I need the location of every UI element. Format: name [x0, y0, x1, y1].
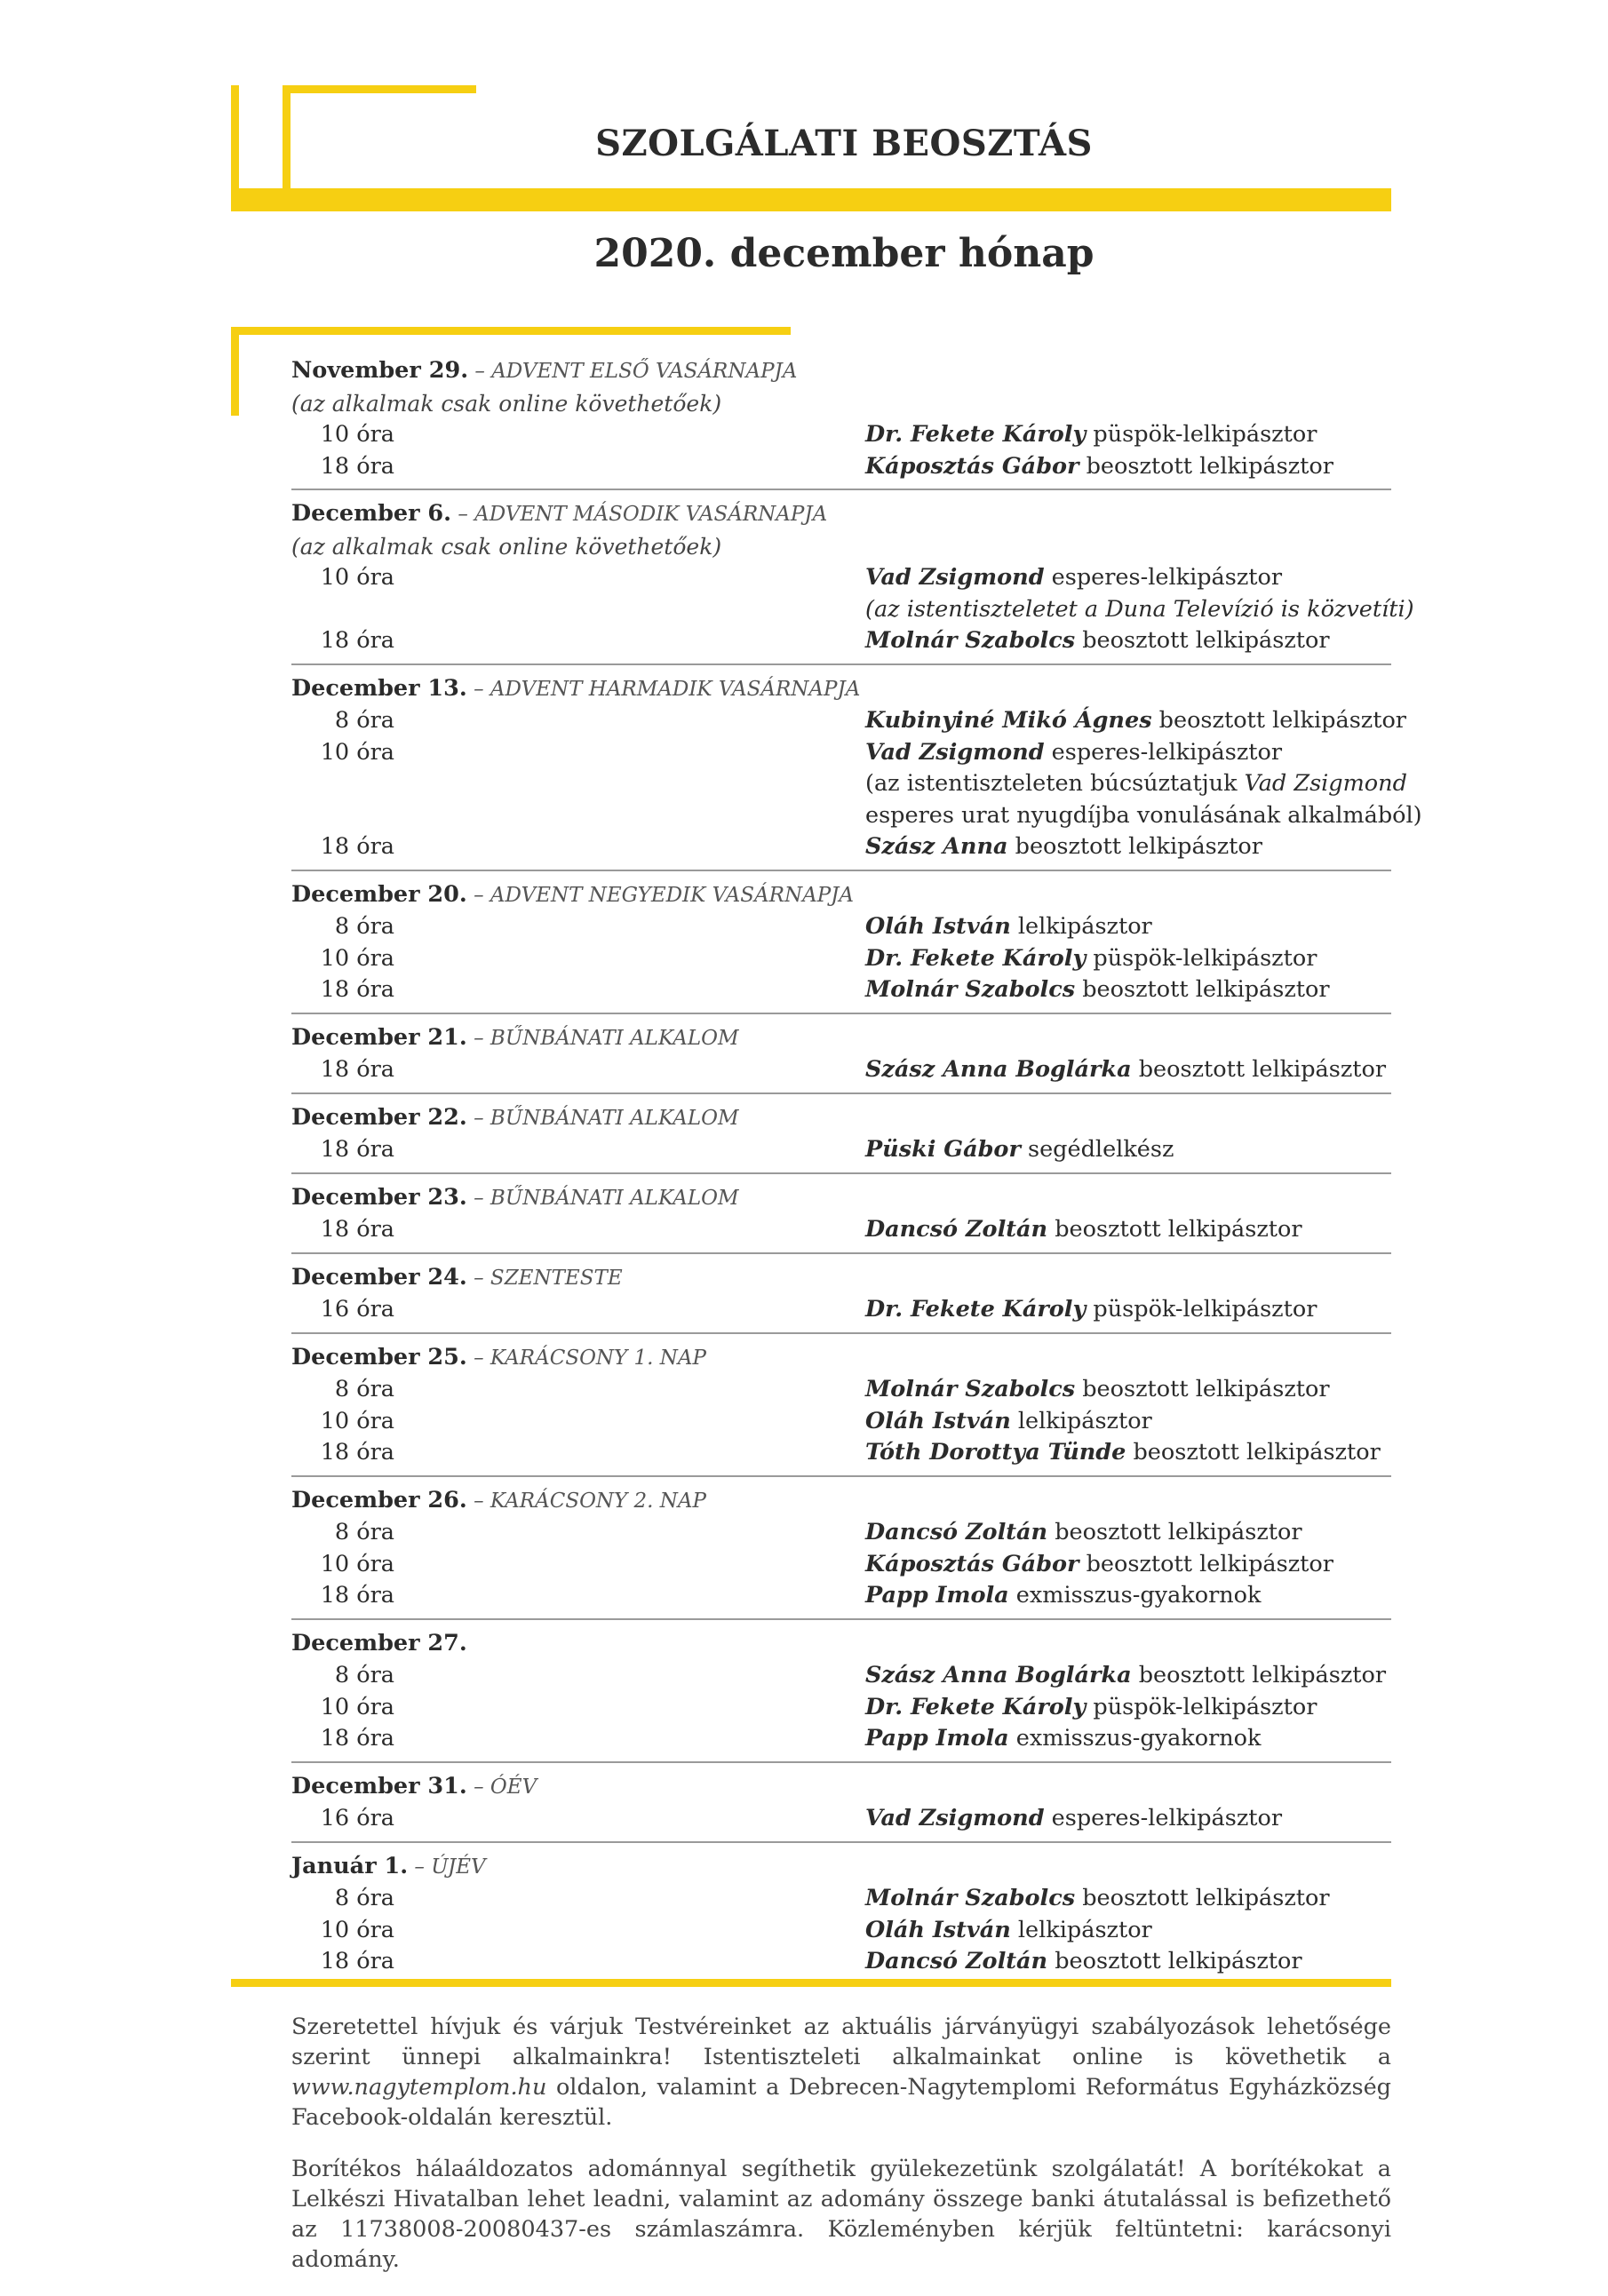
officiant-name: Dr. Fekete Károly	[865, 421, 1087, 448]
officiant	[865, 974, 1330, 1006]
service-time: 8 óra	[334, 1885, 394, 1911]
officiant-role: beosztott lelkipásztor	[1151, 707, 1407, 734]
schedule-slot	[291, 943, 1391, 975]
service-date: December 25.	[291, 1343, 467, 1370]
schedule-date-line	[291, 355, 1391, 388]
officiant	[865, 1883, 1330, 1915]
schedule-block	[291, 1022, 1391, 1094]
officiant	[865, 1580, 1262, 1612]
page-title: SZOLGÁLATI BEOSZTÁS	[595, 123, 1093, 164]
officiant	[865, 1294, 1317, 1326]
officiant	[865, 705, 1406, 737]
officiant-role: beosztott lelkipásztor	[1047, 1948, 1302, 1974]
schedule-date-line	[291, 1262, 1391, 1295]
service-time: 8 óra	[334, 1376, 394, 1402]
service-time: 18 óra	[320, 1136, 394, 1163]
accent-bar-header-underline	[231, 188, 1391, 211]
officiant	[865, 911, 1152, 943]
service-time: 10 óra	[320, 944, 394, 972]
officiant-name: Molnár Szabolcs	[865, 1885, 1076, 1911]
officiant-name: Tóth Dorottya Tünde	[865, 1439, 1126, 1466]
officiant	[865, 419, 1317, 451]
service-time: 10 óra	[320, 1550, 394, 1577]
schedule-date-line	[291, 1485, 1391, 1518]
officiant	[865, 1374, 1330, 1406]
officiant-role: beosztott lelkipásztor	[1131, 1056, 1387, 1083]
schedule-block	[291, 1771, 1391, 1843]
farewell-name: Vad Zsigmond	[1244, 770, 1407, 797]
officiant	[865, 1692, 1317, 1724]
service-time: 16 óra	[320, 1805, 394, 1831]
officiant-name: Dancsó Zoltán	[865, 1216, 1048, 1243]
officiant-role: beosztott lelkipásztor	[1075, 976, 1330, 1003]
officiant	[865, 1406, 1152, 1438]
officiant-name: Vad Zsigmond	[865, 564, 1045, 591]
service-date: December 27.	[291, 1629, 467, 1656]
service-date: December 26.	[291, 1486, 467, 1513]
officiant	[865, 1437, 1381, 1469]
service-time: 10 óra	[320, 738, 394, 766]
schedule-date-line	[291, 1182, 1391, 1215]
accent-bar-top-horizontal-short	[283, 85, 476, 93]
officiant	[865, 1517, 1302, 1549]
officiant-name: Oláh István	[865, 913, 1011, 940]
schedule-block	[291, 1851, 1391, 1984]
schedule-slot	[291, 705, 1407, 737]
schedule-slot	[291, 1803, 1391, 1835]
service-time: 18 óra	[320, 1439, 394, 1466]
officiant-name: Szász Anna Boglárka	[865, 1056, 1132, 1083]
schedule-block	[291, 1262, 1391, 1334]
service-time: 10 óra	[320, 421, 394, 448]
officiant-role: beosztott lelkipásztor	[1047, 1519, 1302, 1545]
schedule-block	[291, 498, 1414, 665]
service-occasion: – KARÁCSONY 2. NAP	[466, 1489, 707, 1513]
schedule-slot	[291, 1134, 1391, 1166]
service-occasion: – ADVENT HARMADIK VASÁRNAPJA	[466, 677, 861, 701]
footer-paragraph-online: Szeretettel hívjuk és várjuk Testvéreinket az aktuális járványügyi szabályozások lehetősége szerint ünnepi alkalmainkra! Istentiszteleti alkalmainkat online is követhetik a www.nagytemplom.hu oldalon, valamint a Debrecen-Nagytemplomi Református Egyházközség Facebook-oldalán keresztül.	[291, 2014, 1391, 2131]
footer-notice	[291, 2012, 1391, 2296]
schedule-block	[291, 1628, 1391, 1763]
officiant-role: lelkipásztor	[1010, 1407, 1152, 1434]
officiant-role: beosztott lelkipásztor	[1079, 452, 1333, 480]
officiant-name: Oláh István	[865, 1916, 1011, 1943]
officiant	[865, 737, 1282, 769]
officiant-role: püspök-lelkipásztor	[1086, 421, 1317, 448]
service-occasion: – SZENTESTE	[466, 1266, 623, 1290]
website-url[interactable]: www.nagytemplom.hu	[291, 2074, 547, 2101]
service-occasion: – KARÁCSONY 1. NAP	[466, 1346, 707, 1370]
schedule-slot	[291, 419, 1391, 451]
schedule-slot	[291, 1580, 1391, 1612]
officiant-role: esperes-lelkipásztor	[1044, 738, 1283, 766]
schedule-block	[291, 1102, 1391, 1174]
officiant-role: beosztott lelkipásztor	[1079, 1550, 1333, 1577]
officiant-name: Papp Imola	[865, 1725, 1009, 1752]
service-occasion: – ÚJÉV	[408, 1855, 486, 1879]
service-occasion: – BŰNBÁNATI ALKALOM	[466, 1026, 739, 1050]
schedule-block	[291, 673, 1422, 871]
accent-bar-schedule-horizontal	[231, 327, 791, 335]
service-time: 8 óra	[334, 1662, 394, 1688]
officiant-role: exmisszus-gyakornok	[1008, 1725, 1262, 1752]
service-date: December 6.	[291, 500, 452, 527]
schedule-slot	[291, 451, 1391, 483]
farewell-text: (az istentiszteleten búcsúztatjuk	[865, 770, 1245, 797]
service-time: 18 óra	[320, 452, 394, 480]
officiant-name: Dr. Fekete Károly	[865, 944, 1087, 972]
service-time: 10 óra	[320, 1916, 394, 1943]
schedule-date-line	[291, 1342, 1391, 1375]
service-occasion: – BŰNBÁNATI ALKALOM	[466, 1186, 739, 1210]
schedule-date-line	[291, 1771, 1391, 1804]
farewell-note	[291, 768, 1407, 800]
service-date: December 21.	[291, 1023, 467, 1051]
officiant	[865, 1214, 1302, 1246]
service-time: 10 óra	[320, 1693, 394, 1720]
service-date: December 31.	[291, 1772, 467, 1799]
service-time: 18 óra	[320, 1056, 394, 1083]
officiant-role: püspök-lelkipásztor	[1086, 944, 1317, 972]
service-occasion: – ÓÉV	[466, 1775, 537, 1799]
service-date: November 29.	[291, 357, 469, 384]
officiant-role: püspök-lelkipásztor	[1086, 1296, 1317, 1323]
schedule-slot	[291, 974, 1391, 1006]
officiant-name: Szász Anna	[865, 833, 1008, 860]
schedule-slot	[291, 1054, 1391, 1086]
officiant-name: Káposztás Gábor	[865, 452, 1079, 480]
footer-paragraph-donation: Borítékos hálaáldozatos adománnyal segíthetik gyülekezetünk szolgálatát! A borítékokat a Lelkészi Hivatalban lehet leadni, valamint az adomány összege banki átutalással is befizethető az 11738008-20080437-es számlaszámra. Közleményben kérjük feltüntetni: karácsonyi adomány.	[291, 2156, 1391, 2273]
schedule-date-line	[291, 673, 1391, 706]
schedule-slot	[291, 1915, 1391, 1947]
officiant	[865, 562, 1282, 594]
service-occasion: – ADVENT ELSŐ VASÁRNAPJA	[468, 360, 798, 383]
officiant-name: Dr. Fekete Károly	[865, 1296, 1087, 1323]
service-date: December 24.	[291, 1263, 467, 1291]
officiant-name: Vad Zsigmond	[865, 1805, 1045, 1831]
schedule-slot	[291, 1406, 1391, 1438]
officiant-name: Molnár Szabolcs	[865, 1376, 1076, 1402]
service-time: 8 óra	[334, 913, 394, 940]
officiant-name: Dancsó Zoltán	[865, 1519, 1048, 1545]
page-subtitle: 2020. december hónap	[593, 231, 1095, 276]
officiant-role: beosztott lelkipásztor	[1075, 1885, 1330, 1911]
service-date: December 23.	[291, 1183, 467, 1211]
officiant-role: beosztott lelkipásztor	[1075, 1376, 1330, 1402]
service-time: 18 óra	[320, 627, 394, 654]
officiant-role: exmisszus-gyakornok	[1008, 1582, 1262, 1609]
officiant-role: beosztott lelkipásztor	[1131, 1662, 1387, 1688]
service-time: 10 óra	[320, 564, 394, 591]
service-time: 10 óra	[320, 1407, 394, 1434]
schedule-date-line	[291, 1022, 1391, 1055]
officiant-name: Káposztás Gábor	[865, 1550, 1079, 1577]
officiant	[865, 1723, 1262, 1755]
officiant-role: esperes-lelkipásztor	[1044, 564, 1283, 591]
service-time: 18 óra	[320, 833, 394, 860]
officiant	[865, 1915, 1152, 1947]
officiant	[865, 1134, 1174, 1166]
service-date: Január 1.	[291, 1852, 409, 1879]
officiant	[865, 1946, 1302, 1978]
service-time: 18 óra	[320, 1582, 394, 1609]
officiant	[865, 943, 1317, 975]
officiant-role: beosztott lelkipásztor	[1075, 627, 1330, 654]
schedule-date-line	[291, 1851, 1391, 1884]
officiant-name: Vad Zsigmond	[865, 738, 1045, 766]
schedule-slot	[291, 1549, 1391, 1581]
service-occasion: – BŰNBÁNATI ALKALOM	[466, 1106, 739, 1130]
service-time: 18 óra	[320, 1216, 394, 1243]
schedule-date-line	[291, 498, 1391, 531]
online-note: (az alkalmak csak online követhetőek)	[291, 390, 722, 417]
officiant-role: lelkipásztor	[1010, 913, 1152, 940]
schedule-slot	[291, 1214, 1391, 1246]
officiant-role: esperes-lelkipásztor	[1044, 1805, 1283, 1831]
schedule-slot	[291, 1660, 1391, 1692]
officiant	[865, 1803, 1282, 1835]
service-date: December 22.	[291, 1103, 467, 1131]
officiant-name: Molnár Szabolcs	[865, 627, 1076, 654]
officiant-name: Oláh István	[865, 1407, 1011, 1434]
service-time: 8 óra	[334, 1519, 394, 1545]
schedule-date-line	[291, 1102, 1391, 1135]
schedule-block	[291, 1182, 1391, 1254]
broadcast-note: (az istentiszteletet a Duna Televízió is közvetíti)	[865, 595, 1414, 623]
schedule-slot	[291, 1294, 1391, 1326]
officiant	[865, 451, 1333, 483]
officiant	[865, 625, 1330, 657]
officiant-name: Dr. Fekete Károly	[865, 1693, 1087, 1720]
accent-bar-schedule-vertical	[231, 327, 239, 416]
service-time: 8 óra	[334, 707, 394, 734]
officiant-name: Dancsó Zoltán	[865, 1948, 1048, 1974]
farewell-note	[291, 800, 1422, 832]
officiant	[865, 1549, 1333, 1581]
schedule-block	[291, 879, 1391, 1014]
farewell-text: esperes urat nyugdíjba vonulásának alkalmából)	[865, 801, 1422, 829]
officiant	[865, 1054, 1386, 1086]
schedule-slot	[291, 1946, 1391, 1978]
officiant-name: Kubinyiné Mikó Ágnes	[865, 707, 1152, 734]
service-time: 18 óra	[320, 1725, 394, 1752]
officiant-role: beosztott lelkipásztor	[1047, 1216, 1302, 1243]
schedule-slot	[291, 1692, 1391, 1724]
schedule-slot	[291, 1374, 1391, 1406]
service-time: 18 óra	[320, 976, 394, 1003]
schedule-slot	[291, 562, 1391, 594]
officiant-name: Szász Anna Boglárka	[865, 1662, 1132, 1688]
officiant-role: segédlelkész	[1020, 1136, 1174, 1163]
service-occasion: – ADVENT NEGYEDIK VASÁRNAPJA	[466, 883, 855, 907]
officiant	[865, 1660, 1386, 1692]
schedule-slot	[291, 1517, 1391, 1549]
schedule-slot	[291, 1723, 1391, 1755]
schedule-slot	[291, 625, 1391, 657]
schedule-slot	[291, 737, 1391, 769]
officiant-name: Püski Gábor	[865, 1136, 1021, 1163]
officiant-role: lelkipásztor	[1010, 1916, 1152, 1943]
schedule-slot	[291, 1883, 1391, 1915]
service-time: 18 óra	[320, 1948, 394, 1974]
schedule-slot	[291, 911, 1391, 943]
service-date: December 13.	[291, 674, 467, 702]
service-date: December 20.	[291, 880, 467, 908]
schedule-slot	[291, 831, 1391, 863]
schedule-block	[291, 355, 1391, 490]
online-note: (az alkalmak csak online követhetőek)	[291, 533, 722, 560]
schedule-block	[291, 1342, 1391, 1477]
schedule-date-line	[291, 1628, 1391, 1661]
schedule-slot	[291, 1437, 1391, 1469]
officiant-role: beosztott lelkipásztor	[1126, 1439, 1381, 1466]
service-schedule	[291, 355, 1422, 1992]
schedule-date-line	[291, 879, 1391, 912]
service-time: 16 óra	[320, 1296, 394, 1323]
officiant-role: beosztott lelkipásztor	[1007, 833, 1262, 860]
service-occasion: – ADVENT MÁSODIK VASÁRNAPJA	[451, 503, 828, 526]
officiant	[865, 831, 1262, 863]
officiant-name: Papp Imola	[865, 1582, 1009, 1609]
officiant-role: püspök-lelkipásztor	[1086, 1693, 1317, 1720]
officiant-name: Molnár Szabolcs	[865, 976, 1076, 1003]
schedule-block	[291, 1485, 1391, 1620]
